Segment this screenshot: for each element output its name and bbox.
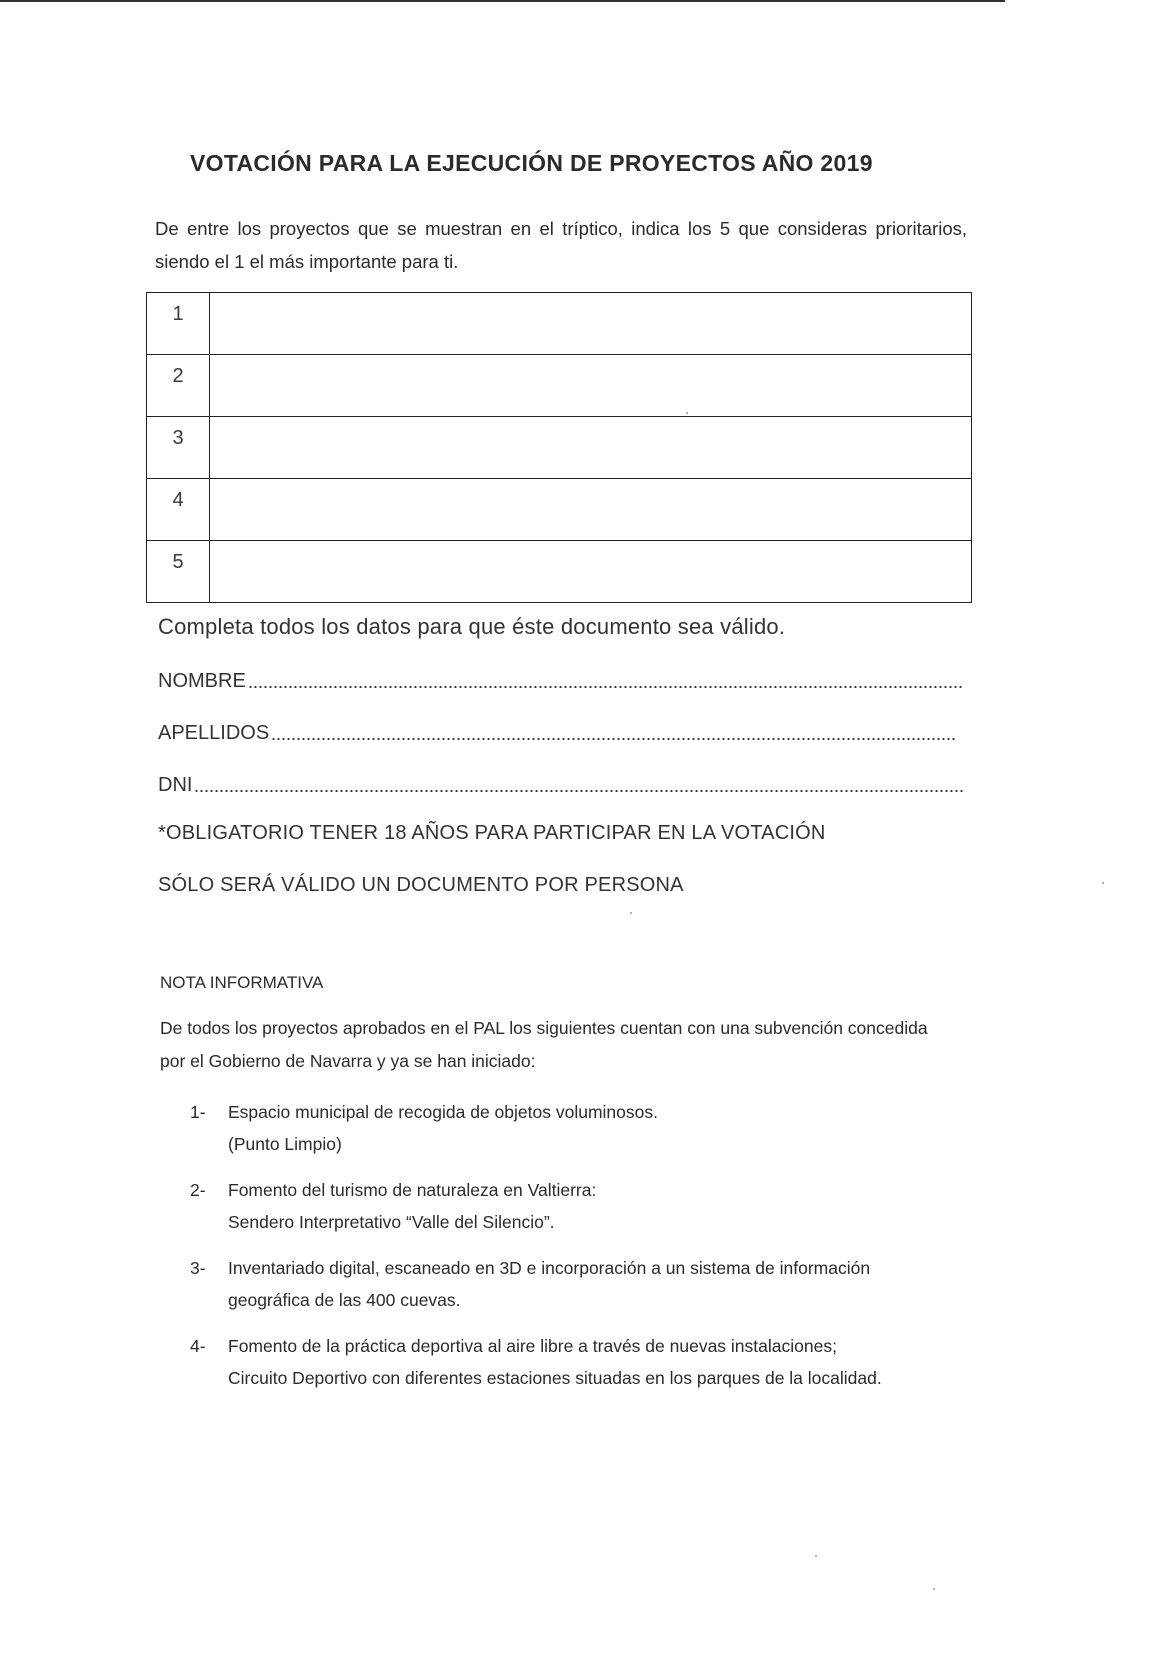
document-title: VOTACIÓN PARA LA EJECUCIÓN DE PROYECTOS AÑO 2019	[190, 150, 873, 176]
project-line: Fomento de la práctica deportiva al aire libre a través de nuevas instalaciones;	[228, 1336, 837, 1356]
ranking-row	[147, 417, 972, 479]
project-list	[190, 1096, 960, 1408]
project-line: Circuito Deportivo con diferentes estaciones situadas en los parques de la localidad.	[228, 1368, 882, 1388]
project-index: 1-	[190, 1102, 206, 1122]
nota-title: NOTA INFORMATIVA	[160, 973, 324, 992]
ranking-entry-field[interactable]	[210, 479, 972, 541]
list-item	[190, 1174, 960, 1238]
project-text	[228, 1174, 960, 1238]
dni-field[interactable]	[158, 774, 963, 797]
project-line: Espacio municipal de recogida de objetos voluminosos.	[228, 1102, 658, 1122]
ranking-number: 4	[147, 479, 210, 541]
list-item	[190, 1096, 960, 1160]
ranking-table	[146, 292, 972, 603]
ranking-entry-field[interactable]	[210, 541, 972, 603]
ranking-number: 2	[147, 355, 210, 417]
ranking-number: 5	[147, 541, 210, 603]
ranking-number: 3	[147, 417, 210, 479]
top-edge-line	[0, 0, 1005, 2]
scan-speck	[686, 412, 688, 414]
single-document-rule: SÓLO SERÁ VÁLIDO UN DOCUMENTO POR PERSONA	[158, 874, 684, 896]
project-line: geográfica de las 400 cuevas.	[228, 1290, 461, 1310]
surname-label: APELLIDOS	[158, 722, 270, 744]
ranking-entry-field[interactable]	[210, 355, 972, 417]
project-index: 4-	[190, 1336, 206, 1356]
name-label: NOMBRE	[158, 670, 246, 692]
scan-speck	[1102, 882, 1104, 884]
ranking-row	[147, 355, 972, 417]
ranking-entry-field[interactable]	[210, 417, 972, 479]
scan-speck	[933, 1588, 935, 1590]
project-text	[228, 1330, 960, 1394]
dni-label: DNI	[158, 774, 193, 796]
name-field[interactable]	[158, 670, 963, 693]
project-text	[228, 1252, 960, 1316]
ranking-row	[147, 293, 972, 355]
age-requirement: *OBLIGATORIO TENER 18 AÑOS PARA PARTICIPAR EN LA VOTACIÓN	[158, 822, 826, 844]
ranking-row	[147, 479, 972, 541]
ranking-number: 1	[147, 293, 210, 355]
surname-field[interactable]	[158, 722, 955, 745]
scan-speck	[630, 912, 632, 914]
project-index: 3-	[190, 1258, 206, 1278]
project-line: (Punto Limpio)	[228, 1134, 342, 1154]
list-item	[190, 1252, 960, 1316]
scan-speck	[815, 1555, 817, 1557]
completion-instruction: Completa todos los datos para que éste documento sea válido.	[158, 614, 786, 639]
ranking-row	[147, 541, 972, 603]
project-text	[228, 1096, 960, 1160]
project-line: Inventariado digital, escaneado en 3D e incorporación a un sistema de información	[228, 1258, 871, 1278]
project-line: Sendero Interpretativo “Valle del Silencio”.	[228, 1212, 555, 1232]
intro-text: De entre los proyectos que se muestran en el tríptico, indica los 5 que consideras prioritarios, siendo el 1 el más importante para ti.	[155, 218, 967, 272]
ranking-entry-field[interactable]	[210, 293, 972, 355]
project-index: 2-	[190, 1180, 206, 1200]
project-line: Fomento del turismo de naturaleza en Valtierra:	[228, 1180, 597, 1200]
dni-dotted-line	[194, 790, 963, 792]
list-item	[190, 1330, 960, 1394]
nota-text: De todos los proyectos aprobados en el PAL los siguientes cuentan con una subvención concedida por el Gobierno de Navarra y ya se han iniciado:	[160, 1018, 928, 1071]
name-dotted-line	[248, 686, 963, 688]
surname-dotted-line	[271, 738, 955, 740]
